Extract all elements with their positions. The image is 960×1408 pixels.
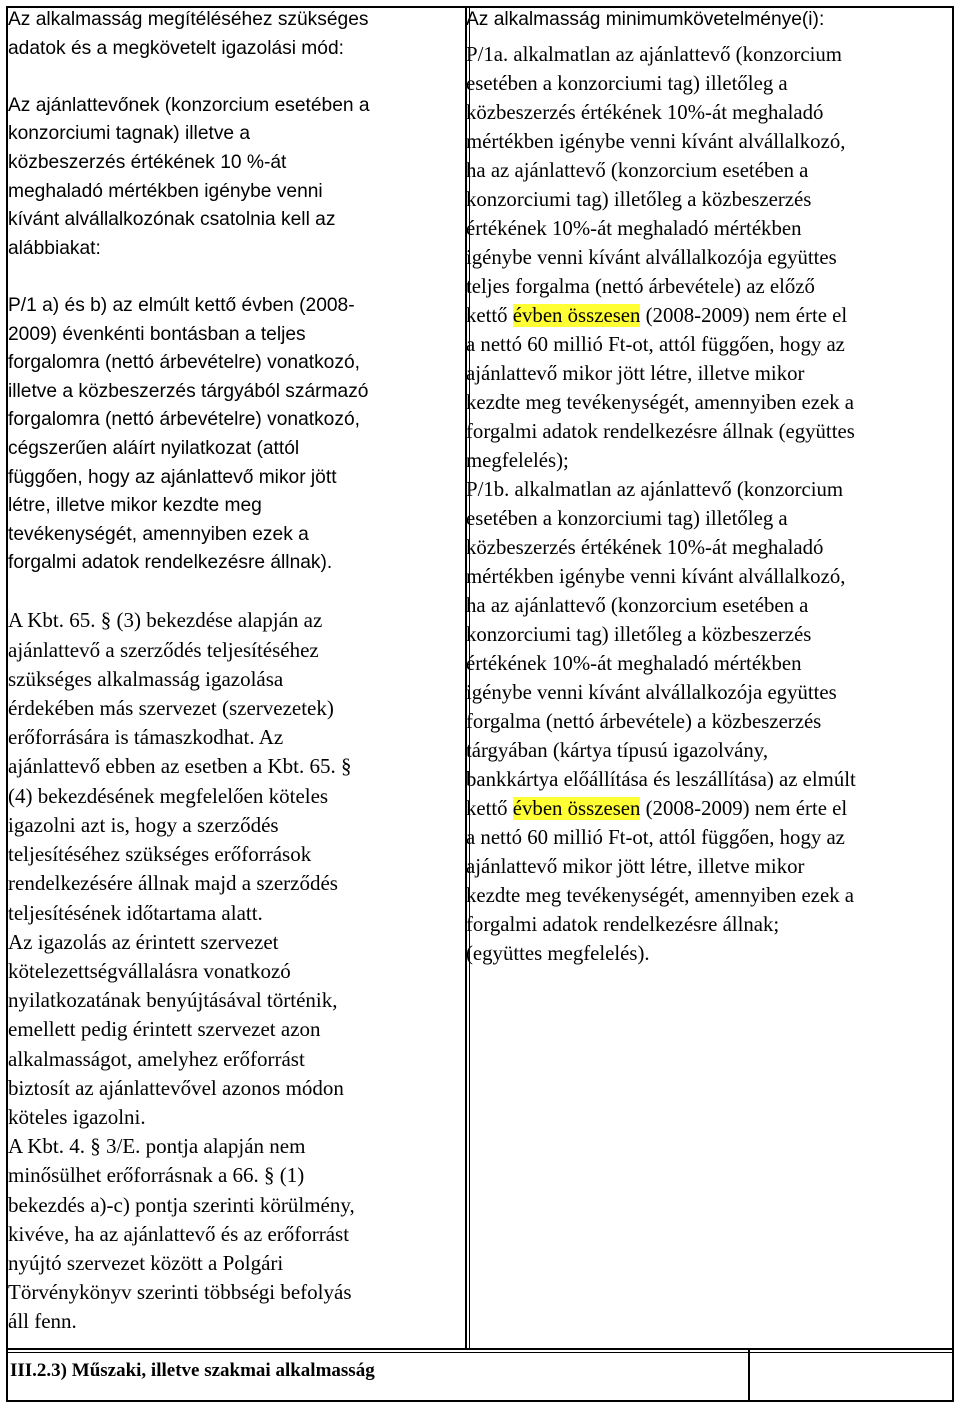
text-line: alábbiakat:	[8, 237, 101, 259]
text-line: ajánlattevő a szerződés teljesítéséhez	[8, 637, 319, 662]
text-line: ha az ajánlattevő (konzorcium esetében a	[466, 594, 809, 617]
text-line: biztosít az ajánlattevővel azonos módon	[8, 1075, 344, 1100]
text-line: szükséges alkalmasság igazolása	[8, 666, 284, 691]
text-line: meghaladó mértékben igénybe venni	[8, 180, 323, 202]
text-span: (2008-2009) nem érte el	[640, 797, 848, 820]
text-line: P/1b. alkalmatlan az ajánlattevő (konzorcium	[466, 478, 844, 501]
highlighted-text: évben összesen	[512, 304, 641, 327]
p1a-paragraph	[466, 40, 948, 475]
text-line: értékének 10%-át meghaladó mértékben	[466, 652, 802, 675]
text-line: konzorciumi tag) illetőleg a közbeszerzés	[466, 623, 812, 646]
text-line: cégszerűen aláírt nyilatkozat (attól	[8, 437, 300, 459]
text-line: tárgyában (kártya típusú igazolvány,	[466, 739, 769, 762]
text-line: kötelezettségvállalásra vonatkozó	[8, 958, 291, 983]
left-heading-line-2: adatok és a megkövetelt igazolási mód:	[8, 37, 344, 59]
text-line: köteles igazolni.	[8, 1104, 146, 1129]
left-column	[8, 6, 452, 1337]
section-heading: III.2.3) Műszaki, illetve szakmai alkalmasság	[10, 1360, 375, 1381]
text-line: forgalmi adatok rendelkezésre állnak).	[8, 552, 333, 574]
text-line: mértékben igénybe venni kívánt alvállalkozó,	[466, 130, 846, 153]
text-line: konzorciumi tagnak) illetve a	[8, 123, 251, 145]
text-line: esetében a konzorciumi tag) illetőleg a	[466, 507, 788, 530]
text-line: nyújtó szervezet között a Polgári	[8, 1250, 284, 1275]
text-line: P/1 a) és b) az elmúlt kettő évben (2008-	[8, 294, 355, 316]
text-line: 2009) évenkénti bontásban a teljes	[8, 323, 306, 345]
text-line: közbeszerzés értékének 10 %-át	[8, 151, 287, 173]
text-line: ajánlattevő mikor jött létre, illetve mikor	[466, 855, 805, 878]
text-line: konzorciumi tag) illetőleg a közbeszerzés	[466, 188, 812, 211]
text-line: megfelelés);	[466, 449, 569, 472]
text-line: mértékben igénybe venni kívánt alvállalkozó,	[466, 565, 846, 588]
text-line: esetében a konzorciumi tag) illetőleg a	[466, 72, 788, 95]
text-span: (2008-2009) nem érte el	[640, 304, 848, 327]
text-line: forgalmi adatok rendelkezésre állnak;	[466, 913, 780, 936]
text-line: kívánt alvállalkozónak csatolnia kell az	[8, 209, 336, 231]
left-heading-line-1: Az alkalmasság megítéléséhez szükséges	[8, 9, 369, 30]
text-line: forgalma (nettó árbevétele) a közbeszerzés	[466, 710, 822, 733]
p1-paragraph	[8, 292, 452, 578]
text-line: közbeszerzés értékének 10%-át meghaladó	[466, 101, 824, 124]
text-line: a nettó 60 millió Ft-ot, attól függően, hogy az	[466, 826, 845, 849]
text-line: erőforrására is támaszkodhat. Az	[8, 725, 284, 750]
text-span: kettő	[466, 304, 513, 327]
text-line: teljesítésének időtartama alatt.	[8, 900, 263, 925]
text-line: rendelkezésére állnak majd a szerződés	[8, 871, 338, 896]
text-line: emellett pedig érintett szervezet azon	[8, 1017, 321, 1042]
text-line: igénybe venni kívánt alvállalkozója együttes	[466, 246, 837, 269]
text-line: ha az ajánlattevő (konzorcium esetében a	[466, 159, 809, 182]
text-line: P/1a. alkalmatlan az ajánlattevő (konzorcium	[466, 43, 842, 66]
text-line: (együttes megfelelés).	[466, 942, 650, 965]
row-divider	[8, 1348, 952, 1350]
text-line: alkalmasságot, amelyhez erőforrást	[8, 1046, 305, 1071]
text-line: (4) bekezdésének megfelelően köteles	[8, 783, 329, 808]
text-line: kezdte meg tevékenységét, amennyiben ezek a	[466, 391, 855, 414]
highlighted-text: évben összesen	[512, 797, 641, 820]
text-line: függően, hogy az ajánlattevő mikor jött	[8, 466, 337, 488]
text-line	[466, 794, 948, 823]
intro-paragraph	[8, 92, 452, 264]
text-line: közbeszerzés értékének 10%-át meghaladó	[466, 536, 824, 559]
p1b-paragraph	[466, 475, 948, 968]
text-line: forgalomra (nettó árbevételre) vonatkozó,	[8, 352, 360, 374]
text-line: illetve a közbeszerzés tárgyából származó	[8, 380, 369, 402]
text-line: forgalmi adatok rendelkezésre állnak (együttes	[466, 420, 855, 443]
text-line: A Kbt. 65. § (3) bekezdése alapján az	[8, 608, 323, 633]
text-line	[466, 301, 948, 330]
text-line: Az ajánlattevőnek (konzorcium esetében a	[8, 94, 370, 116]
kbt-65-paragraph	[8, 606, 452, 1336]
text-line: a nettó 60 millió Ft-ot, attól függően, hogy az	[466, 333, 845, 356]
text-line: ajánlattevő ebben az esetben a Kbt. 65. §	[8, 754, 352, 779]
text-line: Az igazolás az érintett szervezet	[8, 929, 279, 954]
text-line: nyilatkozatának benyújtásával történik,	[8, 988, 338, 1013]
text-line: áll fenn.	[8, 1309, 77, 1334]
text-line: bekezdés a)-c) pontja szerinti körülmény,	[8, 1192, 355, 1217]
text-line: ajánlattevő mikor jött létre, illetve mikor	[466, 362, 805, 385]
text-line: igénybe venni kívánt alvállalkozója együttes	[466, 681, 837, 704]
text-line: tevékenységét, amennyiben ezek a	[8, 523, 309, 545]
right-heading: Az alkalmasság minimumkövetelménye(i):	[466, 9, 825, 30]
text-line: teljesítéséhez szükséges erőforrások	[8, 842, 312, 867]
text-line: Törvénykönyv szerinti többségi befolyás	[8, 1280, 352, 1305]
text-line: forgalomra (nettó árbevételre) vonatkozó,	[8, 409, 360, 431]
row-divider-inner	[8, 1352, 952, 1353]
text-line: kezdte meg tevékenységét, amennyiben ezek a	[466, 884, 855, 907]
right-column	[466, 6, 948, 968]
text-line: bankkártya előállítása és leszállítása) az elmúlt	[466, 768, 856, 791]
text-line: igazolni azt is, hogy a szerződés	[8, 812, 279, 837]
text-line: minősülhet erőforrásnak a 66. § (1)	[8, 1163, 305, 1188]
text-line: értékének 10%-át meghaladó mértékben	[466, 217, 802, 240]
text-line: teljes forgalma (nettó árbevétele) az előző	[466, 275, 815, 298]
text-line: érdekében más szervezet (szervezetek)	[8, 696, 334, 721]
text-line: létre, illetve mikor kezdte meg	[8, 495, 262, 517]
footer-cell-divider	[748, 1350, 750, 1400]
text-line: A Kbt. 4. § 3/E. pontja alapján nem	[8, 1134, 306, 1159]
text-line: kivéve, ha az ajánlattevő és az erőforrást	[8, 1221, 350, 1246]
text-span: kettő	[466, 797, 513, 820]
